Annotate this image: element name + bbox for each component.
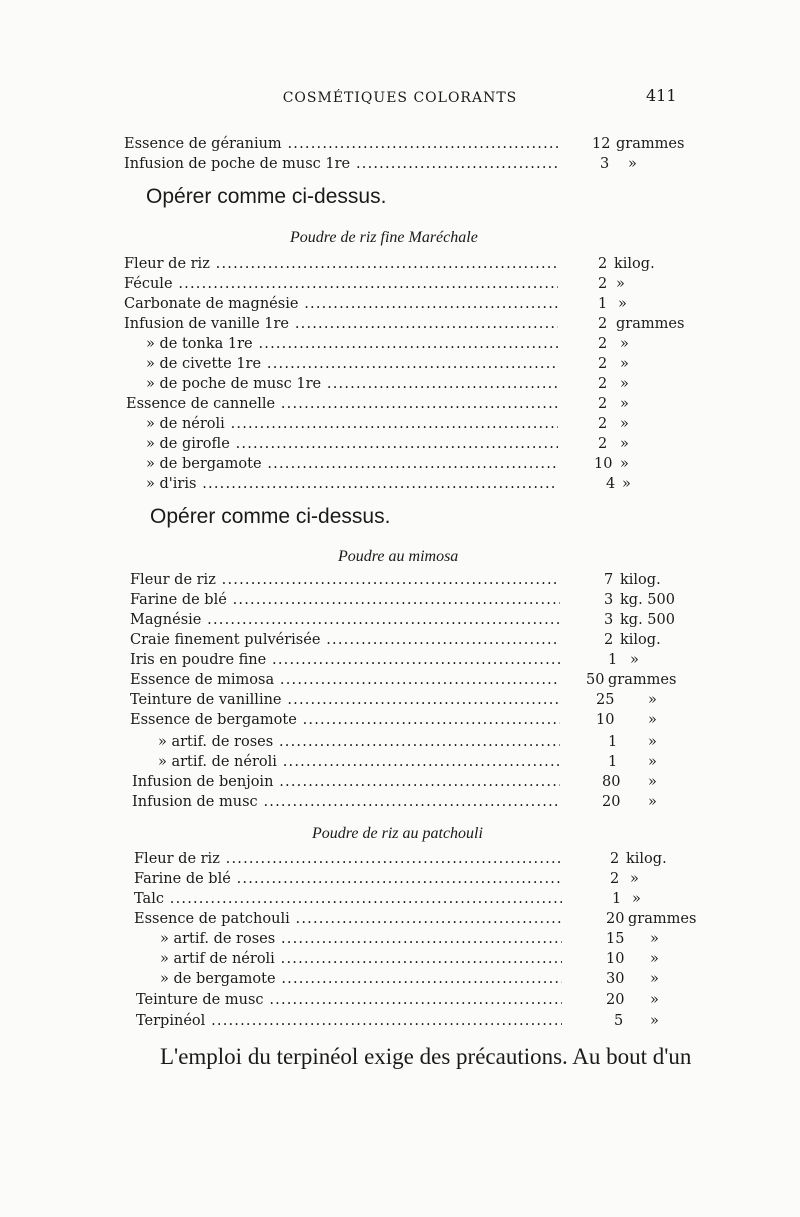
ingredient-row bbox=[146, 434, 629, 454]
ingredient-name: » artif. de roses ..... bbox=[160, 929, 562, 949]
ingredient-unit: » bbox=[618, 296, 627, 312]
ingredient-row bbox=[124, 134, 685, 154]
ingredient-row bbox=[130, 610, 675, 630]
ingredient-name: Teinture de musc ..... bbox=[136, 990, 562, 1010]
ingredient-unit: kilog. bbox=[620, 632, 661, 648]
ingredient-qty: 25 bbox=[596, 692, 615, 708]
running-title: COSMÉTIQUES COLORANTS bbox=[282, 90, 518, 106]
ingredient-unit: » bbox=[650, 1013, 659, 1029]
ingredient-name: Essence de cannelle ..... bbox=[126, 394, 558, 414]
ingredient-unit: » bbox=[620, 376, 629, 392]
ingredient-name: Essence de mimosa ..... bbox=[130, 670, 560, 690]
ingredient-row bbox=[130, 690, 657, 710]
ingredient-row bbox=[146, 334, 629, 354]
ingredient-qty: 1 bbox=[608, 734, 618, 750]
ingredient-qty: 10 bbox=[606, 951, 625, 967]
ingredient-unit: » bbox=[630, 652, 639, 668]
ingredient-unit: » bbox=[648, 754, 657, 770]
ingredient-row bbox=[124, 314, 685, 334]
ingredient-row bbox=[134, 909, 697, 929]
ingredient-row bbox=[130, 670, 677, 690]
ingredient-unit: grammes bbox=[628, 911, 697, 927]
section-title: Poudre de riz au patchouli bbox=[312, 825, 483, 842]
ingredient-qty: 80 bbox=[602, 774, 621, 790]
ingredient-unit: » bbox=[648, 774, 657, 790]
ingredient-unit: » bbox=[620, 396, 629, 412]
ingredient-name: » de civette 1re ..... bbox=[146, 354, 558, 374]
ingredient-qty: 15 bbox=[606, 931, 625, 947]
ingredient-name: Fécule ..... bbox=[124, 274, 558, 294]
ingredient-row bbox=[146, 414, 629, 434]
ingredient-row bbox=[160, 969, 659, 989]
ingredient-qty: 3 bbox=[604, 612, 614, 628]
ingredient-name: Farine de blé ..... bbox=[134, 869, 562, 889]
ingredient-name: Essence de géranium ..... bbox=[124, 134, 558, 154]
ingredient-qty: 1 bbox=[608, 652, 618, 668]
ingredient-name: » de bergamote ..... bbox=[160, 969, 562, 989]
ingredient-qty: 1 bbox=[612, 891, 622, 907]
ingredient-unit: » bbox=[648, 734, 657, 750]
ingredient-row bbox=[130, 570, 661, 590]
instruction-text: Opérer comme ci-dessus. bbox=[150, 505, 391, 528]
ingredient-name: Essence de bergamote ..... bbox=[130, 710, 560, 730]
ingredient-qty: 3 bbox=[604, 592, 614, 608]
ingredient-row bbox=[126, 394, 629, 414]
ingredient-row bbox=[136, 1011, 659, 1031]
ingredient-qty: 50 bbox=[586, 672, 605, 688]
ingredient-name: Terpinéol ..... bbox=[136, 1011, 562, 1031]
ingredient-name: Infusion de benjoin ..... bbox=[132, 772, 560, 792]
ingredient-qty: 12 bbox=[592, 136, 611, 152]
ingredient-unit: kilog. bbox=[626, 851, 667, 867]
ingredient-row bbox=[130, 650, 639, 670]
ingredient-unit: » bbox=[628, 156, 637, 172]
ingredient-row bbox=[134, 889, 641, 909]
ingredient-row bbox=[132, 792, 657, 812]
ingredient-name: Fleur de riz ..... bbox=[134, 849, 562, 869]
ingredient-qty: 1 bbox=[598, 296, 608, 312]
ingredient-qty: 2 bbox=[598, 416, 608, 432]
ingredient-name: » de tonka 1re ..... bbox=[146, 334, 558, 354]
ingredient-unit: » bbox=[650, 951, 659, 967]
ingredient-qty: 2 bbox=[598, 256, 608, 272]
ingredient-unit: » bbox=[648, 794, 657, 810]
section-title: Poudre au mimosa bbox=[338, 548, 459, 565]
ingredient-row bbox=[124, 294, 627, 314]
page-number: 411 bbox=[646, 86, 677, 105]
ingredient-row bbox=[146, 354, 629, 374]
ingredient-name: » de girofle ..... bbox=[146, 434, 558, 454]
ingredient-qty: 3 bbox=[600, 156, 610, 172]
ingredient-name: Infusion de vanille 1re ..... bbox=[124, 314, 558, 334]
ingredient-name: » de néroli ..... bbox=[146, 414, 558, 434]
ingredient-unit: » bbox=[620, 436, 629, 452]
ingredient-name: Essence de patchouli ..... bbox=[134, 909, 562, 929]
ingredient-unit: grammes bbox=[616, 316, 685, 332]
ingredient-unit: » bbox=[648, 712, 657, 728]
ingredient-name: Talc ..... bbox=[134, 889, 562, 909]
ingredient-row bbox=[146, 374, 629, 394]
ingredient-row bbox=[134, 869, 639, 889]
ingredient-name: » artif. de néroli ..... bbox=[158, 752, 560, 772]
ingredient-name: Craie finement pulvérisée ..... bbox=[130, 630, 560, 650]
section-title: Poudre de riz fine Maréchale bbox=[290, 229, 478, 246]
ingredient-unit: » bbox=[650, 931, 659, 947]
ingredient-row bbox=[158, 752, 657, 772]
ingredient-qty: 2 bbox=[598, 356, 608, 372]
ingredient-name: Fleur de riz ..... bbox=[124, 254, 558, 274]
instruction-text: Opérer comme ci-dessus. bbox=[146, 185, 387, 208]
ingredient-name: Magnésie ..... bbox=[130, 610, 560, 630]
ingredient-unit: » bbox=[648, 692, 657, 708]
ingredient-name: » artif. de roses ..... bbox=[158, 732, 560, 752]
ingredient-unit: grammes bbox=[608, 672, 677, 688]
ingredient-name: » artif de néroli ..... bbox=[160, 949, 562, 969]
ingredient-unit: » bbox=[620, 356, 629, 372]
ingredient-row bbox=[134, 849, 667, 869]
ingredient-qty: 2 bbox=[598, 436, 608, 452]
ingredient-qty: 2 bbox=[610, 871, 620, 887]
ingredient-row bbox=[124, 274, 625, 294]
ingredient-name: » de bergamote ..... bbox=[146, 454, 558, 474]
ingredient-row bbox=[130, 590, 675, 610]
ingredient-name: Infusion de musc ..... bbox=[132, 792, 560, 812]
ingredient-row bbox=[132, 772, 657, 792]
ingredient-unit: » bbox=[650, 992, 659, 1008]
ingredient-unit: » bbox=[632, 891, 641, 907]
ingredient-row bbox=[158, 732, 657, 752]
ingredient-row bbox=[124, 154, 637, 174]
ingredient-name: Teinture de vanilline ..... bbox=[130, 690, 560, 710]
ingredient-unit: » bbox=[616, 276, 625, 292]
ingredient-row bbox=[136, 990, 659, 1010]
ingredient-name: Infusion de poche de musc 1re ..... bbox=[124, 154, 558, 174]
ingredient-qty: 20 bbox=[602, 794, 621, 810]
ingredient-unit: » bbox=[622, 476, 631, 492]
ingredient-unit: » bbox=[620, 456, 629, 472]
ingredient-unit: grammes bbox=[616, 136, 685, 152]
ingredient-qty: 4 bbox=[606, 476, 616, 492]
ingredient-row bbox=[160, 929, 659, 949]
ingredient-row bbox=[130, 630, 661, 650]
ingredient-unit: » bbox=[620, 336, 629, 352]
ingredient-unit: kilog. bbox=[614, 256, 655, 272]
ingredient-name: Carbonate de magnésie ..... bbox=[124, 294, 558, 314]
ingredient-row bbox=[124, 254, 655, 274]
ingredient-qty: 20 bbox=[606, 992, 625, 1008]
ingredient-qty: 1 bbox=[608, 754, 618, 770]
ingredient-qty: 5 bbox=[614, 1013, 624, 1029]
ingredient-unit: » bbox=[620, 416, 629, 432]
ingredient-qty: 30 bbox=[606, 971, 625, 987]
ingredient-unit: kilog. bbox=[620, 572, 661, 588]
ingredient-row bbox=[130, 710, 657, 730]
ingredient-row bbox=[146, 474, 631, 494]
ingredient-name: » de poche de musc 1re ..... bbox=[146, 374, 558, 394]
closing-paragraph: L'emploi du terpinéol exige des précautions. Au bout d'un bbox=[160, 1044, 692, 1069]
ingredient-name: » d'iris ..... bbox=[146, 474, 558, 494]
ingredient-qty: 2 bbox=[598, 396, 608, 412]
ingredient-qty: 20 bbox=[606, 911, 625, 927]
running-header bbox=[0, 90, 800, 106]
ingredient-unit: » bbox=[650, 971, 659, 987]
ingredient-name: Farine de blé ..... bbox=[130, 590, 560, 610]
ingredient-qty: 2 bbox=[598, 276, 608, 292]
ingredient-qty: 2 bbox=[610, 851, 620, 867]
ingredient-row bbox=[160, 949, 659, 969]
ingredient-qty: 2 bbox=[598, 316, 608, 332]
ingredient-name: Iris en poudre fine ..... bbox=[130, 650, 560, 670]
ingredient-qty: 10 bbox=[596, 712, 615, 728]
ingredient-qty: 2 bbox=[598, 336, 608, 352]
ingredient-name: Fleur de riz ..... bbox=[130, 570, 560, 590]
ingredient-unit: » bbox=[630, 871, 639, 887]
ingredient-qty: 2 bbox=[604, 632, 614, 648]
ingredient-qty: 7 bbox=[604, 572, 614, 588]
ingredient-row bbox=[146, 454, 629, 474]
ingredient-qty: 10 bbox=[594, 456, 613, 472]
ingredient-unit: kg. 500 bbox=[620, 592, 675, 608]
ingredient-unit: kg. 500 bbox=[620, 612, 675, 628]
ingredient-qty: 2 bbox=[598, 376, 608, 392]
